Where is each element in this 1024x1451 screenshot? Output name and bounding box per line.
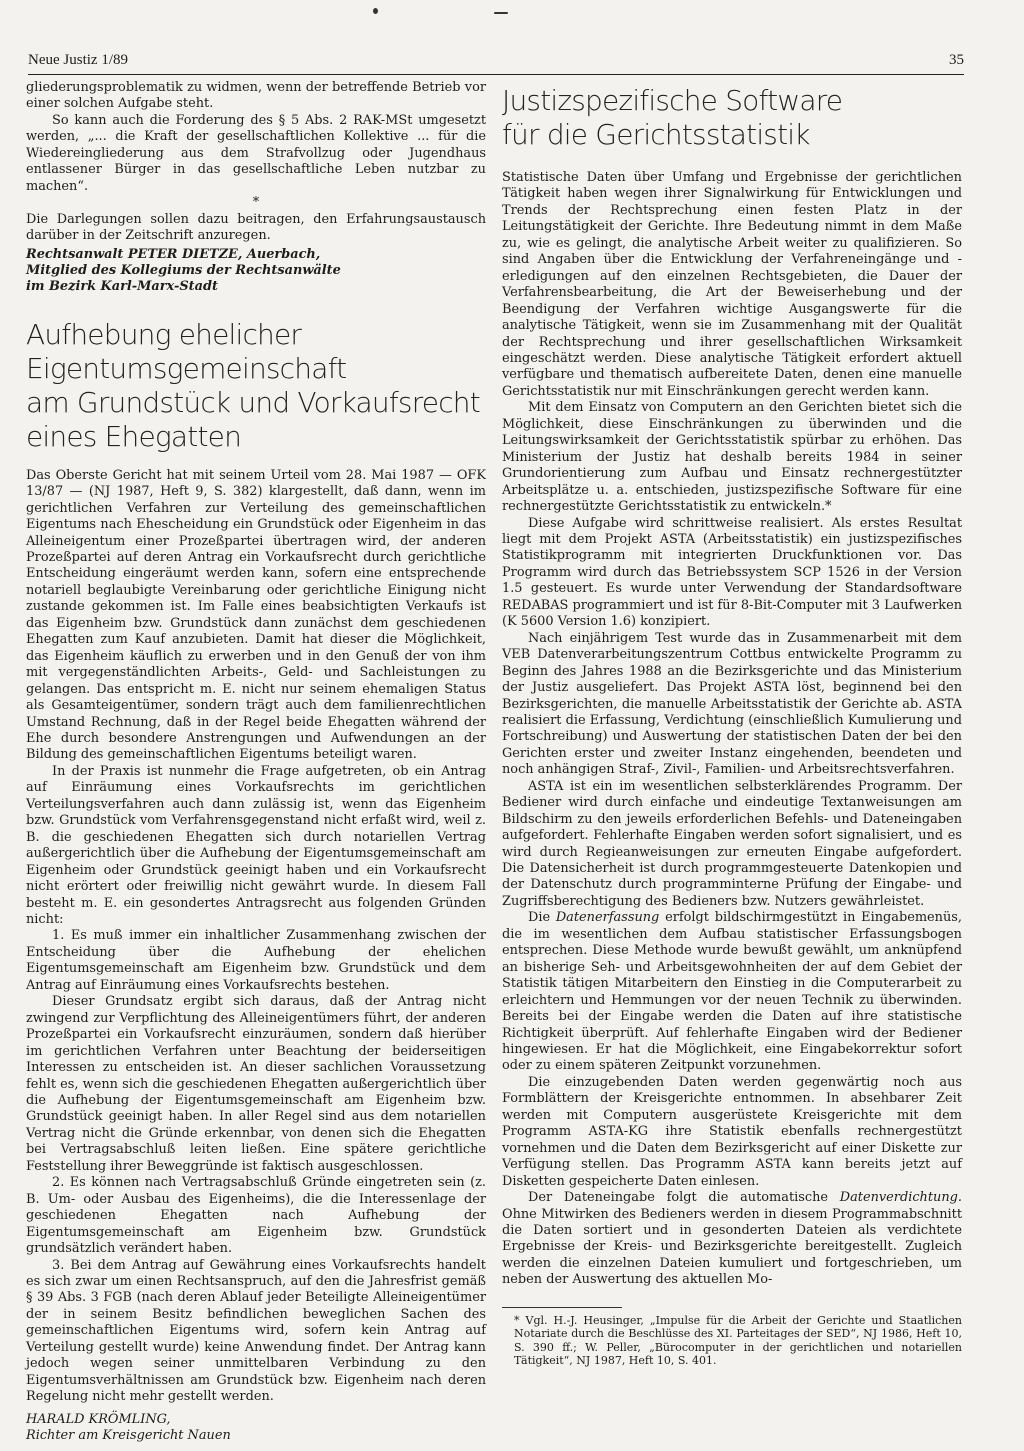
article-heading — [26, 318, 486, 454]
paragraph — [502, 1190, 962, 1289]
signature-line: HARALD KRÖMLING, — [26, 1411, 171, 1427]
scan-speck — [373, 8, 378, 14]
heading-line: eines Ehegatten — [26, 419, 242, 453]
left-column — [26, 80, 486, 1444]
paragraph: 2. Es können nach Vertragsabschluß Gründe eingetreten sein (z. B. Um- oder Ausbau des Eigenheims), die die Interessenlage der geschiedenen Ehegatten nach Aufhebung der Eigentumsgemeinschaft am Eigenheim bzw. Grundstück grundsätzlich verändert haben. — [26, 1175, 486, 1257]
text-run: Der Dateneingabe folgt die automatische — [528, 1190, 840, 1206]
paragraph: 1. Es muß immer ein inhaltlicher Zusammenhang zwischen der Entscheidung über die Aufhebung der ehelichen Eigentumsgemeinschaft am Eigenheim bzw. Grundstück und dem Antrag auf Einräumung eines Vorkaufsrechts bestehen. — [26, 928, 486, 993]
text-run: erfolgt bildschirmgestützt in Eingabemenüs, die im wesentlichen dem Aufbau statistischer Erfassungsbogen entsprechen. Diese Methode wurde bewußt gewählt, um anknüpfend an bisherige Seh- und Arbeitsgewohnheiten der auf dem Gebiet der Statistik tätigen Mitarbeitern den Einstieg in die Computerarbeit zu erleichtern und Hemmungen vor der neuen Technik zu überwinden. Bereits bei der Eingabe werden die Daten auf ihre statistische Richtigkeit überprüft. Auf fehlerhafte Eingaben wird der Bediener hingewiesen. Er hat die Möglichkeit, eine Eingabekorrektur sofort oder zu einem späteren Zeitpunkt vorzunehmen. — [502, 910, 962, 1074]
signature-line: Mitglied des Kollegiums der Rechtsanwälte — [26, 262, 341, 278]
footnote: * Vgl. H.-J. Heusinger, „Impulse für die Arbeit der Gerichte und Staatlichen Notariate durch die Beschlüsse des XI. Parteitages der SED“, NJ 1986, Heft 10, S. 390 ff.; W. Peller, „Bürocomputer in der gerichtlichen und notariellen Tätigkeit“, NJ 1987, Heft 10, S. 401. — [514, 1313, 962, 1368]
page-header — [28, 52, 964, 75]
signature-line: Richter am Kreisgericht Nauen — [26, 1427, 231, 1443]
paragraph: In der Praxis ist nunmehr die Frage aufgetreten, ob ein Antrag auf Einräumung eines Vorkaufsrechts im gerichtlichen Verteilungsverfahren auch dann zulässig ist, wenn das Eigenheim bzw. Grundstück vom Verfahrensgegenstand nicht erfaßt wird, weil z. B. die geschiedenen Ehegatten sich durch notariellen Vertrag außergerichtlich über die Aufhebung der Eigentumsgemeinschaft am Eigenheim oder Grundstück geeinigt haben und ein Vorkaufsrecht nicht erörtert oder freiwillig nicht gewährt wurde. In diesem Fall besteht m. E. ein gesondertes Antragsrecht aus folgenden Gründen nicht: — [26, 763, 486, 927]
author-signature — [26, 1412, 486, 1445]
paragraph — [502, 910, 962, 1075]
text-run: Ohne Mitwirken des Bedieners werden in diesem Programmabschnitt die Daten sortiert und in gesonderten Dateien als verdichtete Ergebnisse der Kreis- und Bezirksgerichte bereitgestellt. Zugleich werden die einzelnen Dateien kumuliert und fortgeschrieben, um neben der Auswertung des aktuellen Mo- — [502, 1206, 962, 1288]
paragraph: Die einzugebenden Daten werden gegenwärtig noch aus Formblättern der Kreisgerichte entnommen. In absehbarer Zeit werden mit Computern ausgerüstete Kreisgerichte mit dem Programm ASTA-KG ihre Statistik ebenfalls rechnergestützt vornehmen und die Daten dem Bezirksgericht auf einer Diskette zur Verfügung stellen. Das Programm ASTA kann bereits jetzt auf Disketten gespeicherte Daten einlesen. — [502, 1074, 962, 1189]
heading-line: Justizspezifische Software — [502, 84, 843, 117]
heading-line: Aufhebung ehelicher Eigentumsgemeinschaft — [26, 317, 347, 385]
paragraph: gliederungsproblematik zu widmen, wenn der betreffende Betrieb vor einer solchen Aufgabe steht. — [26, 80, 486, 112]
text-run: Die — [528, 910, 556, 926]
signature-line: Rechtsanwalt PETER DIETZE, Auerbach, — [26, 246, 321, 262]
paragraph: Die Darlegungen sollen dazu beitragen, den Erfahrungsaustausch darüber in der Zeitschrift anzuregen. — [26, 211, 486, 244]
scan-speck — [494, 12, 508, 14]
paragraph: Diese Aufgabe wird schrittweise realisiert. Als erstes Resultat liegt mit dem Projekt ASTA (Arbeitsstatistik) ein justizspezifisches Statistikprogramm mit integrierten Druckfunktionen vor. Das Programm wird durch das Betriebssystem SCP 1526 in der Version 1.5 gesteuert. Es wurde unter Verwendung der Standardsoftware REDABAS programmiert und ist für 8-Bit-Computer mit 3 Laufwerken (K 5600 Version 1.6) konzipiert. — [502, 515, 962, 630]
paragraph: So kann auch die Forderung des § 5 Abs. 2 RAK-MSt umgesetzt werden, „... die Kraft der gesellschaftlichen Kollektive ... für die Wiedereingliederung aus dem Strafvollzug oder Jugendhaus entlassener Bürger in das gesellschaftliche Leben nutzbar zu machen“. — [26, 112, 486, 194]
author-signature — [26, 247, 486, 296]
journal-issue: Neue Justiz 1/89 — [28, 52, 128, 68]
emphasis: Datenerfassung — [555, 910, 660, 926]
emphasis: Datenverdichtung. — [839, 1190, 962, 1206]
paragraph: Statistische Daten über Umfang und Ergebnisse der gerichtlichen Tätigkeit haben wegen ihrer Signalwirkung für Entwicklungen und Trends der Rechtsprechung einen festen Platz in der Leitungstätigkeit der Gerichte. Ihre Bedeutung nimmt in dem Maße zu, wie es gelingt, die analytische Arbeit weiter zu qualifizieren. So sind Angaben über die Entwicklung der Verfahreneingänge und -erledigungen auf den einzelnen Rechtsgebieten, die Dauer der Verfahrensbearbeitung, die Art der Beweiserhebung und der Beendigung der Verfahren wichtige Ausgangswerte für die analytische Tätigkeit, wenn sie im Zusammenhang mit der Qualität der Rechtsprechung und ihrer gesellschaftlichen Wirksamkeit eingeschätzt werden. Diese analytische Tätigkeit erfordert aktuell verfügbare und thematisch aufbereitete Daten, denen eine manuelle Gerichtsstatistik nur mit Einschränkungen gerecht werden kann. — [502, 170, 962, 399]
page-number: 35 — [949, 52, 964, 68]
paragraph: ASTA ist ein im wesentlichen selbsterklärendes Programm. Der Bediener wird durch einfache und eindeutige Textanweisungen am Bildschirm zu den jeweils erforderlichen Befehls- und Dateneingaben aufgefordert. Fehlerhafte Eingaben werden sofort signalisiert, und es wird durch Regieanweisungen zur erneuten Eingabe aufgefordert. Die Datensicherheit ist durch programmgesteuerte Datenkopien und der Datenschutz durch programminterne Prüfung der Eingabe- und Zugriffsberechtigung des Bedieners bzw. Nutzers gewährleistet. — [502, 778, 962, 909]
right-column — [502, 80, 962, 1367]
heading-line: am Grundstück und Vorkaufsrecht — [26, 385, 480, 419]
paragraph: Nach einjährigem Test wurde das in Zusammenarbeit mit dem VEB Datenverarbeitungszentrum Cottbus entwickelte Programm zu Beginn des Jahres 1988 an die Bezirksgerichte und das Ministerium der Justiz ausgeliefert. Das Projekt ASTA löst, beginnend bei den Bezirksgerichten, die manuelle Arbeitsstatistik der Gerichte ab. ASTA realisiert die Erfassung, Verdichtung (einschließlich Kumulierung und Fortschreibung) und Auswertung der statistischen Daten der bei den Gerichten erster und zweiter Instanz eingehenden, beendeten und noch anhängigen Straf-, Zivil-, Familien- und Arbeitsrechtsverfahren. — [502, 630, 962, 778]
paragraph: 3. Bei dem Antrag auf Gewährung eines Vorkaufsrechts handelt es sich zwar um einen Rechtsanspruch, auf den die Jahresfrist gemäß § 39 Abs. 3 FGB (nach deren Ablauf jeder Beteiligte Alleineigentümer der in seinem Besitz befindlichen beweglichen Sachen des gemeinschaftlichen Eigentums wird, sofern kein Antrag auf Verteilung gestellt wurde) keine Anwendung findet. Der Antrag kann jedoch wegen seiner unmittelbaren Verbindung zu den Eigentumsverhältnissen am Grundstück bzw. Eigenheim nach deren Regelung nicht mehr gestellt werden. — [26, 1257, 486, 1405]
paragraph: Mit dem Einsatz von Computern an den Gerichten bietet sich die Möglichkeit, diese Einschränkungen zu überwinden und die Leitungswirksamkeit der Gerichtsstatistik spürbar zu erhöhen. Das Ministerium der Justiz hat deshalb bereits 1984 in seiner Grundorientierung zum Aufbau und Einsatz rechnergestützter Arbeitsplätze u. a. entschieden, justizspezifische Software für eine rechnergestützte Gerichtsstatistik zu entwickeln.* — [502, 400, 962, 515]
signature-line: im Bezirk Karl-Marx-Stadt — [26, 279, 218, 295]
heading-line: für die Gerichtsstatistik — [502, 118, 810, 151]
paragraph: Dieser Grundsatz ergibt sich daraus, daß der Antrag nicht zwingend zur Verpflichtung des Alleineigentümers führt, der anderen Prozeßpartei ein Vorkaufsrecht einzuräumen, sondern daß hierüber im gerichtlichen Verfahren unter Beachtung der beiderseitigen Interessen zu entscheiden ist. An dieser sachlichen Voraussetzung fehlt es, wenn sich die geschiedenen Ehegatten außergerichtlich über die Aufhebung der Eigentumsgemeinschaft am Eigenheim bzw. Grundstück geeinigt haben. In aller Regel sind aus dem notariellen Vertrag nicht die Gründe erkennbar, von denen sich die Ehegatten bei Vertragsabschluß leiten ließen. Eine spätere gerichtliche Feststellung ihrer Beweggründe ist faktisch ausgeschlossen. — [26, 994, 486, 1174]
paragraph: Das Oberste Gericht hat mit seinem Urteil vom 28. Mai 1987 — OFK 13/87 — (NJ 1987, Heft 9, S. 382) klargestellt, daß dann, wenn im gerichtlichen Verfahren zur Verteilung des gemeinschaftlichen Eigentums nach Ehescheidung ein Grundstück oder Eigenheim in das Alleineigentum einer Prozeßpartei übertragen wird, der anderen Prozeßpartei auf deren Antrag ein Vorkaufsrecht durch gerichtliche Entscheidung eingeräumt werden kann, sofern eine entsprechende notariell beglaubigte Vereinbarung oder gerichtliche Einigung nicht zustande gekommen ist. Im Falle eines beabsichtigten Verkaufs ist das Eigenheim bzw. Grundstück dann zunächst dem geschiedenen Ehegatten zum Kauf anzubieten. Damit hat dieser die Möglichkeit, das Eigenheim käuflich zu erwerben und in den Genuß der von ihm mit vergegenständlichten Arbeits-, Geld- und Sachleistungen zu gelangen. Das entspricht m. E. nicht nur seinem ehemaligen Status als Gesamteigentümer, sondern trägt auch dem familienrechtlichen Umstand Rechnung, daß in der Regel beide Ehegatten während der Ehe durch besondere Anstrengungen und Aufwendungen an der Bildung des gemeinschaftlichen Eigentums beteiligt waren. — [26, 467, 486, 763]
section-star: * — [252, 195, 260, 211]
footnote-divider — [502, 1307, 622, 1308]
article-heading — [502, 84, 962, 152]
